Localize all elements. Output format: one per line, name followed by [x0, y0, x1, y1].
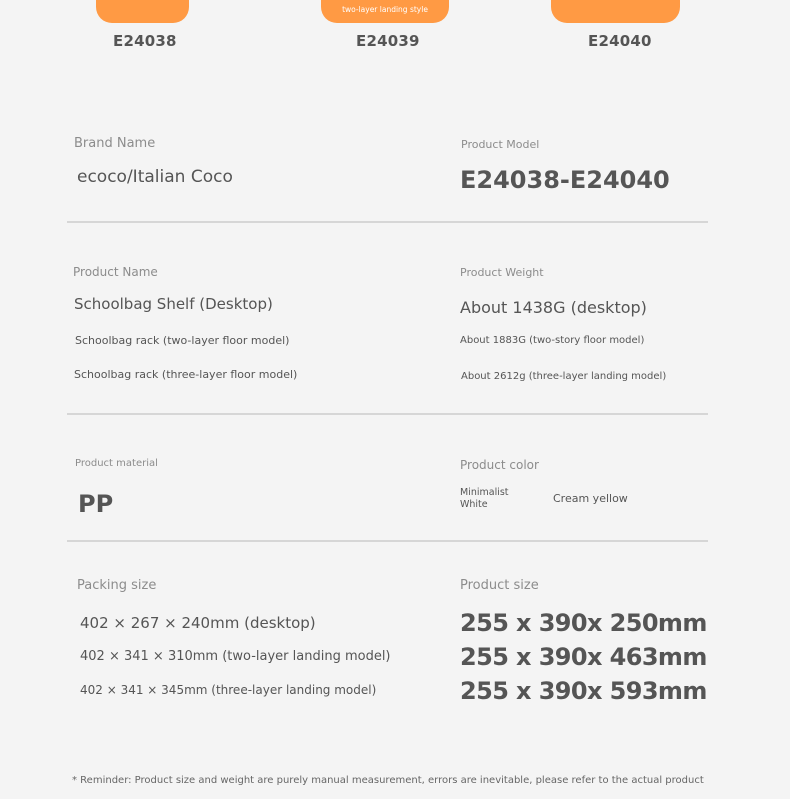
- product-weight-value: About 1883G (two-story floor model): [460, 335, 645, 346]
- divider: [67, 221, 708, 223]
- color-option-cream: Cream yellow: [553, 492, 628, 505]
- packing-size-value: 402 × 341 × 310mm (two-layer landing model): [80, 649, 391, 664]
- product-name-value: Schoolbag Shelf (Desktop): [74, 295, 273, 313]
- packing-size-label: Packing size: [77, 578, 157, 593]
- model-tag-e24040: [551, 0, 680, 23]
- divider: [67, 540, 708, 542]
- product-name-label: Product Name: [73, 265, 158, 279]
- product-weight-value: About 2612g (three-layer landing model): [461, 371, 667, 382]
- product-name-value: Schoolbag rack (three-layer floor model): [74, 368, 298, 381]
- material-value: PP: [78, 490, 114, 518]
- model-code: E24040: [588, 32, 652, 50]
- model-code: E24038: [113, 32, 177, 50]
- brand-label: Brand Name: [74, 136, 156, 151]
- divider: [67, 413, 708, 415]
- model-value: E24038-E24040: [460, 166, 670, 194]
- footnote: * Reminder: Product size and weight are purely manual measurement, errors are inevitable, please refer to the actual product: [72, 775, 704, 786]
- brand-value: ecoco/Italian Coco: [77, 167, 233, 187]
- model-code: E24039: [356, 32, 420, 50]
- color-option-white-line2: White: [460, 499, 488, 510]
- packing-size-value: 402 × 267 × 240mm (desktop): [80, 614, 316, 632]
- product-weight-label: Product Weight: [460, 266, 544, 279]
- product-weight-value: About 1438G (desktop): [460, 298, 647, 317]
- material-label: Product material: [75, 458, 158, 469]
- color-option-white: [460, 487, 509, 511]
- model-tag-e24038: [96, 0, 189, 23]
- model-label: Product Model: [461, 138, 540, 151]
- color-option-white-line1: Minimalist: [460, 487, 509, 498]
- product-size-value: 255 x 390x 250mm: [460, 609, 707, 637]
- product-size-label: Product size: [460, 578, 539, 593]
- packing-size-value: 402 × 341 × 345mm (three-layer landing model): [80, 683, 377, 697]
- product-size-value: 255 x 390x 593mm: [460, 677, 707, 705]
- model-tag-text: two-layer landing style: [342, 5, 428, 14]
- product-size-value: 255 x 390x 463mm: [460, 643, 707, 671]
- product-name-value: Schoolbag rack (two-layer floor model): [75, 334, 290, 347]
- model-tag-e24039: [321, 0, 449, 23]
- color-label: Product color: [460, 458, 539, 472]
